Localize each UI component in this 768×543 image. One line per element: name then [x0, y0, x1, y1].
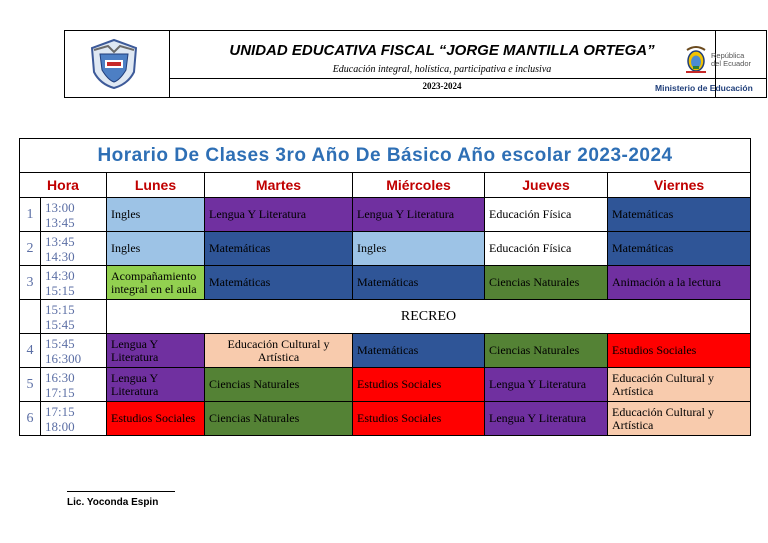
time-slot: 13:00 13:45 [41, 198, 107, 232]
subject-cell: Estudios Sociales [353, 402, 485, 436]
subject-cell: Ciencias Naturales [205, 402, 353, 436]
table-row [20, 334, 751, 368]
day-header-row [20, 173, 751, 198]
schedule-title: Horario De Clases 3ro Año De Básico Año escolar 2023-2024 [20, 139, 751, 173]
subject-cell: Ingles [107, 232, 205, 266]
republic-label: República del Ecuador [711, 51, 752, 68]
column-header-day-5: Viernes [608, 173, 751, 198]
period-number: 5 [20, 368, 41, 402]
subject-cell: Matemáticas [353, 266, 485, 300]
school-motto: Educación integral, holística, participativa e inclusiva [332, 64, 552, 75]
subject-cell: Educación Cultural y Artística [205, 334, 353, 368]
time-slot: 15:45 16:300 [41, 334, 107, 368]
school-year: 2023-2024 [422, 81, 462, 91]
school-name: UNIDAD EDUCATIVA FISCAL “JORGE MANTILLA ORTEGA” [229, 42, 655, 59]
subject-cell: Ciencias Naturales [485, 266, 608, 300]
header-center [169, 31, 716, 97]
period-number: 6 [20, 402, 41, 436]
subject-cell: Matemáticas [608, 232, 751, 266]
subject-cell: Lengua Y Literatura [107, 368, 205, 402]
time-slot: 17:15 18:00 [41, 402, 107, 436]
subject-cell: Lengua Y Literatura [485, 368, 608, 402]
signature-line [67, 491, 175, 492]
subject-cell: Lengua Y Literatura [107, 334, 205, 368]
subject-cell: Ciencias Naturales [485, 334, 608, 368]
ministry-label: Ministerio de Educación [655, 83, 753, 93]
time-slot: 16:30 17:15 [41, 368, 107, 402]
subject-cell: Educación Cultural y Artística [608, 402, 751, 436]
period-number: 4 [20, 334, 41, 368]
column-header-day-1: Lunes [107, 173, 205, 198]
subject-cell: Lengua Y Literatura [485, 402, 608, 436]
subject-cell: Educación Cultural y Artística [608, 368, 751, 402]
subject-cell: Matemáticas [353, 334, 485, 368]
period-number: 2 [20, 232, 41, 266]
time-slot: 13:45 14:30 [41, 232, 107, 266]
column-header-hora: Hora [20, 173, 107, 198]
table-row [20, 402, 751, 436]
subject-cell: Ciencias Naturales [205, 368, 353, 402]
subject-cell: Matemáticas [205, 266, 353, 300]
column-header-day-4: Jueves [485, 173, 608, 198]
table-row [20, 368, 751, 402]
subject-cell: Estudios Sociales [353, 368, 485, 402]
subject-cell: Matemáticas [205, 232, 353, 266]
time-slot: 14:30 15:15 [41, 266, 107, 300]
class-schedule-table [19, 138, 751, 436]
subject-cell: Animación a la lectura [608, 266, 751, 300]
period-number: 3 [20, 266, 41, 300]
recess-label: RECREO [107, 300, 751, 334]
column-header-day-2: Martes [205, 173, 353, 198]
subject-cell: Acompañamiento integral en el aula [107, 266, 205, 300]
period-number: 1 [20, 198, 41, 232]
table-row [20, 198, 751, 232]
subject-cell: Educación Física [485, 232, 608, 266]
teacher-signature: Lic. Yoconda Espin [67, 497, 159, 508]
school-crest-icon [88, 38, 140, 90]
table-row [20, 266, 751, 300]
column-header-day-3: Miércoles [353, 173, 485, 198]
subject-cell: Ingles [353, 232, 485, 266]
subject-cell: Estudios Sociales [608, 334, 751, 368]
ecuador-coat-of-arms-icon [683, 44, 709, 76]
subject-cell: Lengua Y Literatura [353, 198, 485, 232]
subject-cell: Educación Física [485, 198, 608, 232]
table-row [20, 232, 751, 266]
subject-cell: Lengua Y Literatura [205, 198, 353, 232]
subject-cell: Matemáticas [608, 198, 751, 232]
recess-row [20, 300, 751, 334]
subject-cell: Ingles [107, 198, 205, 232]
time-slot: 15:15 15:45 [41, 300, 107, 334]
subject-cell: Estudios Sociales [107, 402, 205, 436]
